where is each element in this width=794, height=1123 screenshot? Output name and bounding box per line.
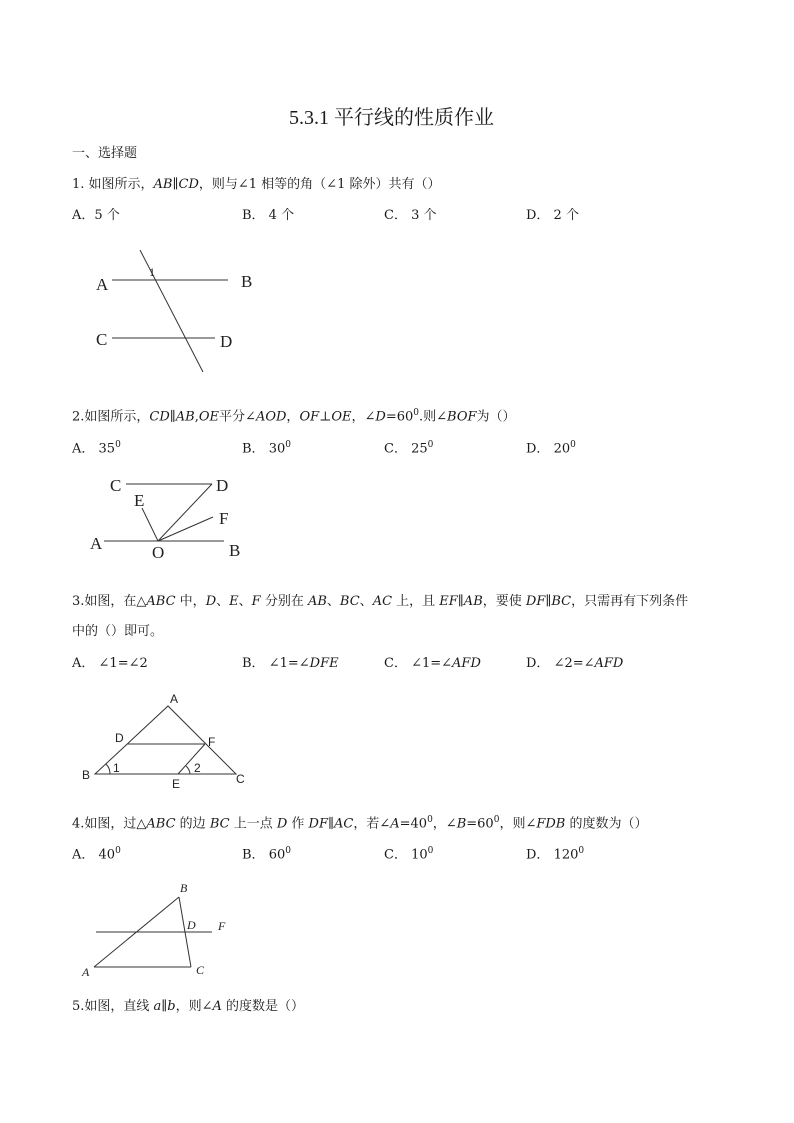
question-2-option-d[interactable]: D． $20^0$ — [526, 440, 576, 457]
question-2-option-b[interactable]: B． $30^0$ — [242, 440, 291, 457]
label-a: A — [90, 534, 103, 553]
label-c: C — [196, 963, 205, 977]
question-3-option-d[interactable]: D． ∠2=∠AFD — [526, 656, 624, 671]
label-b: B — [241, 272, 253, 291]
label-d: D — [187, 918, 196, 932]
page-title: 5.3.1 平行线的性质作业 — [289, 107, 494, 129]
label-angle-1: 1 — [149, 265, 155, 279]
question-1-option-d[interactable]: D． 2 个 — [526, 208, 579, 223]
label-f: F — [208, 735, 216, 749]
label-b: B — [180, 881, 188, 895]
question-5-stem: 5.如图，直线 a∥b，则∠A 的度数是（） — [72, 999, 305, 1014]
section-heading: 一、选择题 — [72, 146, 138, 161]
label-c: C — [236, 772, 245, 786]
label-d: D — [115, 731, 124, 745]
question-2-option-c[interactable]: C． $25^0$ — [384, 440, 434, 457]
question-3-stem-line-2: 中的（）即可。 — [72, 624, 164, 639]
label-c: C — [96, 330, 108, 349]
label-b: B — [229, 541, 241, 560]
question-3-option-a[interactable]: A． ∠1=∠2 — [72, 656, 148, 671]
label-d: D — [220, 332, 233, 351]
question-4-stem: 4.如图，过△ABC 的边 BC 上一点 D 作 DF∥AC，若$\angle A=40^0$，$\angle B=60^0$，则∠FDB 的度数为（） — [72, 815, 648, 832]
question-2-option-a[interactable]: A． $35^0$ — [72, 440, 121, 457]
question-4-option-c[interactable]: C． $10^0$ — [384, 846, 434, 863]
question-1-option-b[interactable]: B． 4 个 — [242, 208, 295, 223]
label-a: A — [96, 275, 109, 294]
label-b: B — [82, 768, 91, 782]
question-4-option-d[interactable]: D． $120^0$ — [526, 846, 585, 863]
label-f: F — [218, 919, 226, 933]
question-3-option-c[interactable]: C． ∠1=∠AFD — [384, 656, 481, 671]
label-a: A — [82, 965, 90, 979]
question-3-stem-line-1: 3.如图，在△ABC 中，D、E、F 分别在 AB、BC、AC 上，且 EF∥AB，要使 DF∥BC，只需再有下列条件 — [72, 594, 689, 609]
label-f: F — [219, 509, 229, 528]
label-e: E — [134, 491, 145, 510]
question-4-option-b[interactable]: B． $60^0$ — [242, 846, 291, 863]
label-d: D — [216, 476, 229, 495]
question-4-option-a[interactable]: A． $40^0$ — [72, 846, 121, 863]
label-e: E — [172, 777, 181, 791]
question-2-stem: 2.如图所示，CD∥AB,OE平分∠AOD，OF⊥OE，$\angle D=60^0$.则∠BOF为（） — [72, 408, 516, 425]
label-angle-2: 2 — [194, 761, 201, 775]
question-1-option-a[interactable]: A．5 个 — [72, 208, 120, 223]
question-3-option-b[interactable]: B． ∠1=∠DFE — [242, 656, 339, 671]
question-1-stem: 1. 如图所示，AB∥CD，则与∠1 相等的角（∠1 除外）共有（） — [72, 177, 441, 192]
label-angle-1: 1 — [113, 761, 120, 775]
label-c: C — [110, 476, 122, 495]
question-1-option-c[interactable]: C． 3 个 — [384, 208, 437, 223]
label-o: O — [152, 543, 165, 562]
label-a: A — [170, 692, 179, 706]
